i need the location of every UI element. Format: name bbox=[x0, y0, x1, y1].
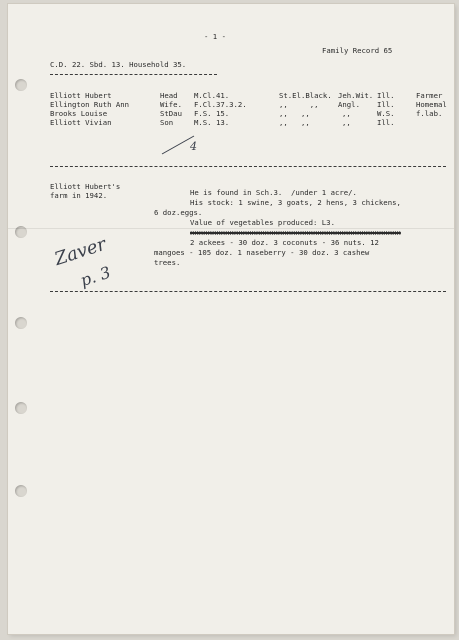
member-literacy: ,, ,, bbox=[279, 118, 310, 127]
member-schooling: W.S. bbox=[377, 109, 395, 118]
produce-line3: trees. bbox=[154, 258, 181, 267]
member-religion: ,, bbox=[342, 118, 351, 127]
punch-hole bbox=[15, 402, 27, 414]
handwritten-slash-mark bbox=[158, 132, 208, 158]
section-rule-top bbox=[50, 166, 446, 167]
member-relation: Head bbox=[160, 91, 178, 100]
punch-hole bbox=[15, 317, 27, 329]
member-literacy: ,, ,, bbox=[279, 100, 319, 109]
handwritten-note-line1: Zaver bbox=[52, 233, 109, 270]
member-schooling: Ill. bbox=[377, 118, 395, 127]
stock-line1: His stock: 1 swine, 3 goats, 2 hens, 3 chickens, bbox=[190, 198, 401, 207]
section-rule-bottom bbox=[50, 291, 446, 292]
member-relation: Wife. bbox=[160, 100, 182, 109]
member-name: Elliott Vivian bbox=[50, 118, 112, 127]
page-number: - 1 - bbox=[204, 32, 226, 41]
produce-line2: mangoes - 105 doz. 1 naseberry - 30 doz. 3 cashew bbox=[154, 248, 370, 257]
member-occupation: Homemal bbox=[416, 100, 447, 109]
member-name: Brooks Louise bbox=[50, 109, 108, 118]
produce-line1: 2 ackees - 30 doz. 3 coconuts - 36 nuts. 12 bbox=[190, 238, 379, 247]
handwritten-note-line2: p. 3 bbox=[78, 262, 113, 291]
struck-out-line: xxxxxxxxxxxxxxxxxxxxxxxxxxxxxxxxxxxxxxxxxxxxxxxx bbox=[190, 228, 401, 237]
member-religion: Angl. bbox=[338, 100, 360, 109]
member-attributes: F.Cl.37.3.2. bbox=[194, 100, 247, 109]
member-attributes: M.Cl.41. bbox=[194, 91, 230, 100]
member-attributes: M.S. 13. bbox=[194, 118, 230, 127]
member-occupation: Farmer bbox=[416, 91, 443, 100]
member-attributes: F.S. 15. bbox=[194, 109, 230, 118]
member-name: Elliott Hubert bbox=[50, 91, 112, 100]
member-relation: Son bbox=[160, 118, 174, 127]
member-religion: ,, bbox=[342, 109, 351, 118]
farm-label-line1: Elliott Hubert's bbox=[50, 182, 121, 191]
member-schooling: Ill. bbox=[377, 91, 395, 100]
farm-location-line: He is found in Sch.3. /under 1 acre/. bbox=[190, 188, 357, 197]
vegetables-line: Value of vegetables produced: L3. bbox=[190, 218, 335, 227]
member-religion: Jeh.Wit. bbox=[338, 91, 374, 100]
member-relation: StDau bbox=[160, 109, 182, 118]
header-rule bbox=[50, 74, 217, 75]
farm-label-line2: farm in 1942. bbox=[50, 191, 108, 200]
stock-line2: 6 doz.eggs. bbox=[154, 208, 203, 217]
member-literacy: ,, ,, bbox=[279, 109, 310, 118]
document-page bbox=[8, 4, 454, 634]
handwritten-number: 4 bbox=[190, 140, 197, 153]
member-schooling: Ill. bbox=[377, 100, 395, 109]
member-name: Ellington Ruth Ann bbox=[50, 100, 130, 109]
punch-hole bbox=[15, 485, 27, 497]
punch-hole bbox=[15, 79, 27, 91]
member-literacy: St.El.Black. bbox=[279, 91, 332, 100]
record-label: Family Record 65 bbox=[322, 46, 393, 55]
household-line: C.D. 22. Sbd. 13. Household 35. bbox=[50, 60, 187, 69]
member-occupation: f.lab. bbox=[416, 109, 443, 118]
